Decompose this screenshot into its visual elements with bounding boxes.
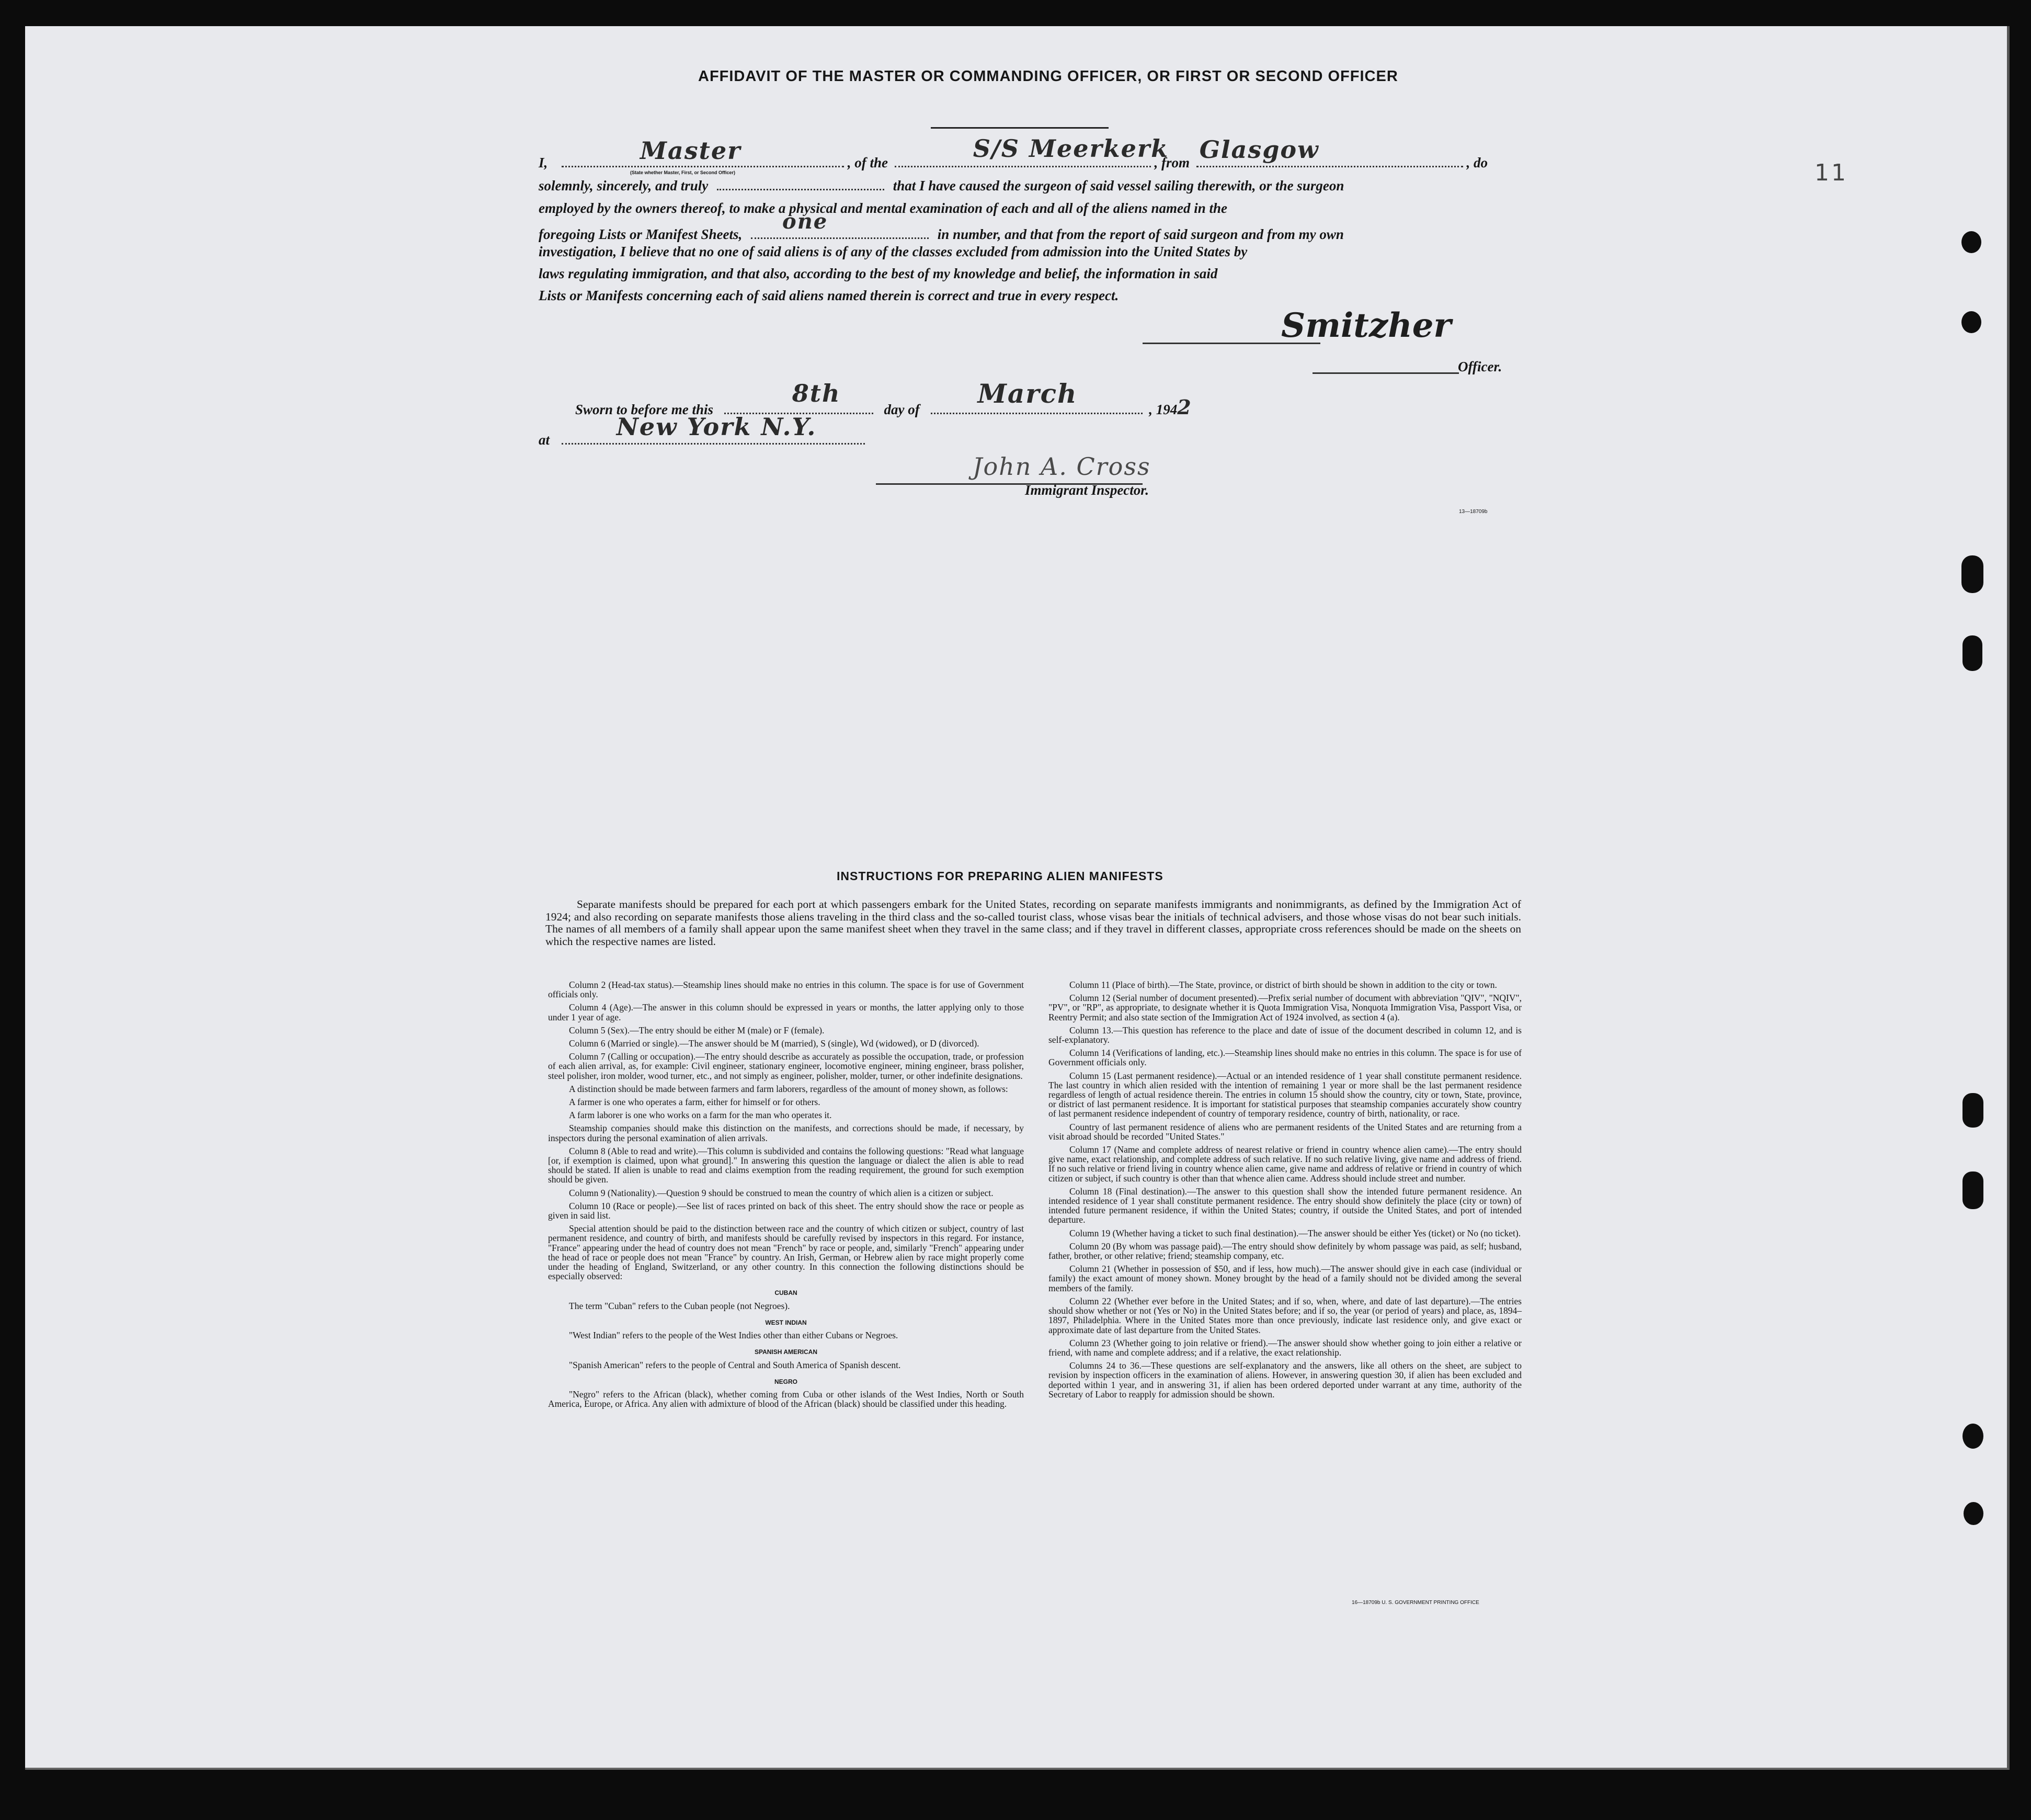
- punch-hole: [1962, 635, 1982, 671]
- line-7: Lists or Manifests concerning each of said aliens named therein is correct and true in every respect.: [539, 288, 1119, 303]
- month-handwriting: March: [977, 378, 1078, 409]
- officer-line-b: [1313, 372, 1459, 374]
- west-indian-heading: WEST INDIAN: [765, 1318, 807, 1326]
- rank-field: [562, 136, 844, 167]
- instructions-left-column: [548, 980, 1024, 1412]
- right-paragraph: Column 22 (Whether ever before in the United States; and if so, when, where, and date of last departure).—The entries should show whether or not (Yes or No) in the United States before; and if so, the year (or period of years) and place, as, 1894–1897, Philadelphia. Where in the United States more than once previously, indicate last residence only, and give exact or approximate date of last departure from the United States.: [1048, 1295, 1522, 1335]
- port-handwriting: Glasgow: [1199, 135, 1319, 164]
- punch-hole: [1962, 1424, 1983, 1449]
- line-4a: foregoing Lists or Manifest Sheets,: [539, 226, 743, 242]
- left-paragraph: Column 7 (Calling or occupation).—The entry should describe as accurately as possible the occupation, trade, or profession of each alien arrival, as, for example: Civil engineer, stationary engineer, locomotive engineer, mining engineer, brass polisher, steel polisher, iron molder, wood turner, etc., and not simply as engineer, polisher, molder, turner, or other indefinite designations.: [548, 1051, 1024, 1081]
- right-paragraph: Column 21 (Whether in possession of $50, and if less, how much).—The answer should give in each case (individual or family) the exact amount of money shown. Money brought by the head of a family should not be divided among the several members of the family.: [1048, 1264, 1522, 1293]
- inspector-label: Immigrant Inspector.: [1025, 482, 1149, 498]
- left-paragraph: A farmer is one who operates a farm, either for himself or for others.: [569, 1097, 820, 1108]
- right-paragraph: Column 20 (By whom was passage paid).—The entry should show definitely by whom passage was paid, as self; husband, father, brother, or other relative; friend; steamship company, etc.: [1048, 1241, 1522, 1261]
- spanish-american-definition: "Spanish American" refers to the people of Central and South America of Spanish descent.: [569, 1359, 901, 1370]
- negro-heading: NEGRO: [774, 1378, 797, 1385]
- left-paragraph: Steamship companies should make this distinction on the manifests, and corrections should be made, if necessary, by inspectors during the personal examination of alien arrivals.: [548, 1123, 1024, 1143]
- right-paragraph: Column 19 (Whether having a ticket to such final destination).—The answer should be either Yes (ticket) or No (no ticket).: [1069, 1227, 1521, 1238]
- place-handwriting: New York N.Y.: [616, 413, 817, 441]
- left-paragraph: Column 6 (Married or single).—The answer should be M (married), S (single), Wd (widowed), or D (divorced).: [569, 1038, 979, 1049]
- inspector-signature: John A. Cross: [973, 452, 1151, 481]
- left-paragraph: A farm laborer is one who works on a farm for the man who operates it.: [569, 1110, 832, 1121]
- left-paragraph: A distinction should be made between farmers and farm laborers, regardless of the amount of money shown, as follows:: [569, 1083, 1008, 1094]
- affidavit-line-1: [539, 134, 1488, 171]
- officer-signature: Smitzher: [1281, 306, 1452, 345]
- right-paragraph: Column 15 (Last permanent residence).—Actual or an intended residence of 1 year shall constitute permanent residence. The last country in which alien resided with the intention of remaining 1 year or more shall be the last permanent residence regardless of length of actual residence therein. The entries in column 15 should show the country, city or town, State, province, or district of last permanent residence. It is important for statistical purposes that steamship companies accurately show country of last permanent residence independent of country of temporary residence, country of birth, nationality, or race.: [1048, 1070, 1522, 1119]
- line-4b: in number, and that from the report of said surgeon and from my own: [937, 226, 1344, 242]
- officer-label: Officer.: [1458, 359, 1502, 374]
- right-paragraph: Column 23 (Whether going to join relative or friend).—The answer should show whether going to join either a relative or friend, with name and complete address; and if a relative, the exact relationship.: [1048, 1337, 1522, 1358]
- month-field: [931, 378, 1143, 414]
- vessel-field: [895, 134, 1169, 167]
- line-3: employed by the owners thereof, to make a physical and mental examination of each and all of the aliens named in the: [539, 200, 1227, 216]
- year-handwriting: 2: [1177, 395, 1192, 419]
- left-paragraph: Column 9 (Nationality).—Question 9 should be construed to mean the country of which alien is a citizen or subject.: [569, 1187, 994, 1198]
- right-paragraph: Column 17 (Name and complete address of nearest relative or friend in country whence alien came).—The entry should give name, exact relationship, and complete address of such relative. If no such relative living, give name and address of friend. If no such relative or friend living in country whence alien came, give name and address of relative or friend in country of which citizen or subject, if such country is other than that whence alien came. Address should include street and number.: [1048, 1144, 1522, 1184]
- sheets-handwriting: one: [782, 209, 828, 234]
- left-paragraph: Column 5 (Sex).—The entry should be either M (male) or F (female).: [569, 1025, 825, 1036]
- printing-office-footnote: 16—18709b U. S. GOVERNMENT PRINTING OFFICE: [1352, 1600, 1479, 1606]
- right-paragraph: Country of last permanent residence of aliens who are permanent residents of the United States and are returning from a visit abroad should be recorded "United States.": [1048, 1121, 1522, 1142]
- i-label: I,: [539, 155, 548, 170]
- instructions-intro: Separate manifests should be prepared for each port at which passengers embark for the United States, recording on separate manifests immigrants and nonimmigrants, as defined by the Immigration Act of 1924; and also recording on separate manifests those aliens traveling in the third class and the so-called tourist class, whose visas bear the initials of technical advisers, and those whose visas do not bear such initials. The names of all members of a family shall appear upon the same manifest sheet when they travel in the same class; and if they travel in different classes, appropriate cross references should be made on the sheets on which the respective names are listed.: [545, 898, 1521, 948]
- left-paragraph: Column 8 (Able to read and write).—This column is subdivided and contains the following questions: "Read what language [or, if exemption is claimed, upon what ground]." In answering this question the language or dialect the alien is able to read should be stated. If alien is unable to read and claims exemption from the reading requirement, the ground for such exemption should be given.: [548, 1145, 1024, 1185]
- title-divider: [931, 127, 1109, 129]
- left-paragraph: Special attention should be paid to the distinction between race and the country of which citizen or subject, country of last permanent residence, and country of birth, and manifests should be carefully revised by inspectors in this regard. For instance, "France" appearing under the head of country does not mean "French" by race or people, and, similarly "French" appearing under the head of race or people does not mean "France" by country. An Irish, German, or Hebrew alien by race might properly come under the heading of England, Switzerland, or any other country. In this connection the following distinctions should be especially observed:: [548, 1223, 1024, 1282]
- line-5: investigation, I believe that no one of said aliens is of any of the classes excluded from admission into the United States by: [539, 244, 1248, 259]
- affidavit-line-4: [539, 209, 1344, 243]
- place-field: [562, 413, 865, 445]
- punch-hole: [1962, 1093, 1983, 1128]
- margin-mark: 11: [1815, 160, 1848, 186]
- from-label: , from: [1154, 155, 1190, 170]
- instructions-right-column: [1048, 980, 1522, 1403]
- port-field: [1196, 135, 1463, 167]
- west-indian-definition: "West Indian" refers to the people of the West Indies other than either Cubans or Negroes.: [569, 1330, 898, 1341]
- do-label: , do: [1466, 155, 1488, 170]
- sworn-label: Sworn to before me this: [575, 402, 714, 417]
- affidavit-line-2: [539, 178, 1344, 194]
- rank-caption: (State whether Master, First, or Second Officer): [630, 170, 736, 175]
- cuban-heading: CUBAN: [774, 1289, 797, 1297]
- at-label: at: [539, 432, 550, 448]
- punch-hole: [1961, 311, 1981, 333]
- sheets-field: [751, 209, 929, 239]
- day-handwriting: 8th: [792, 379, 841, 407]
- instructions-title: INSTRUCTIONS FOR PREPARING ALIEN MANIFESTS: [837, 869, 1163, 883]
- at-line: [539, 413, 865, 448]
- left-paragraph: Column 10 (Race or people).—See list of races printed on back of this sheet. The entry should show the race or people as given in said list.: [548, 1200, 1024, 1221]
- day-field: [724, 379, 873, 414]
- punch-hole: [1961, 555, 1983, 593]
- right-paragraph: Column 14 (Verifications of landing, etc.).—Steamship lines should make no entries in this column. The space is for use of Government officials only.: [1048, 1048, 1522, 1068]
- right-paragraph: Columns 24 to 36.—These questions are self-explanatory and the answers, like all others on the sheet, are subject to revision by inspection officers in the examination of aliens. However, in answering question 30, if alien has been excluded and deported within 1 year, and in answering 31, if alien has been ordered deported under warrant at any time, authority of the Secretary of Labor to reapply for admission should be shown.: [1048, 1360, 1522, 1400]
- negro-definition: "Negro" refers to the African (black), whether coming from Cuba or other islands of the West Indies, North or South America, Europe, or Africa. Any alien with admixture of blood of the African (black) should be classified under this heading.: [548, 1389, 1024, 1409]
- right-paragraph: Column 12 (Serial number of document presented).—Prefix serial number of document with abbreviation "QIV", "NQIV", "PV", or "RP", as appropriate, to designate whether it is Quota Immigration Visa, Nonquota Immigration Visa, Passport Visa, or Reentry Permit; and also state section of the Immigration Act of 1924 involved, as section 4 (a).: [1048, 993, 1522, 1022]
- left-paragraph: Column 2 (Head-tax status).—Steamship lines should make no entries in this column. The space is for use of Government officials only.: [548, 980, 1024, 1000]
- form-number-top: 13—18709b: [1459, 509, 1488, 515]
- right-paragraph: Column 18 (Final destination).—The answer to this question shall show the intended future permanent residence. An intended residence of 1 year shall constitute permanent residence. The entry should show definitely the place (city or town) of intended future permanent residence, if within the United States; country, if outside the United States, and port of intended departure.: [1048, 1186, 1522, 1225]
- punch-hole: [1961, 231, 1981, 253]
- right-paragraph: Column 13.—This question has reference to the place and date of issue of the document described in column 12, and is self-explanatory.: [1048, 1025, 1522, 1045]
- vessel-handwriting: S/S Meerkerk: [973, 134, 1169, 163]
- line-2b: that I have caused the surgeon of said vessel sailing therewith, or the surgeon: [893, 178, 1344, 194]
- right-paragraph: Column 11 (Place of birth).—The State, province, or district of birth should be shown in addition to the city or town.: [1069, 980, 1497, 990]
- of-the-label: , of the: [847, 155, 888, 170]
- punch-hole: [1962, 1171, 1983, 1209]
- spanish-american-heading: SPANISH AMERICAN: [754, 1348, 817, 1356]
- cuban-definition: The term "Cuban" refers to the Cuban people (not Negroes).: [569, 1300, 790, 1311]
- punch-hole: [1964, 1502, 1983, 1525]
- officer-line-a: [1143, 343, 1320, 344]
- left-paragraph: Column 4 (Age).—The answer in this column should be expressed in years or months, the latter applying only to those under 1 year of age.: [548, 1002, 1024, 1022]
- affidavit-title: AFFIDAVIT OF THE MASTER OR COMMANDING OFFICER, OR FIRST OR SECOND OFFICER: [698, 68, 1398, 85]
- day-of-label: day of: [884, 402, 920, 417]
- master-handwriting: Master: [640, 136, 741, 165]
- line-2a: solemnly, sincerely, and truly: [539, 178, 709, 194]
- line-6: laws regulating immigration, and that also, according to the best of my knowledge and belief, the information in said: [539, 266, 1218, 281]
- year-prefix: , 194: [1149, 402, 1178, 417]
- line-2-blank: [717, 189, 884, 190]
